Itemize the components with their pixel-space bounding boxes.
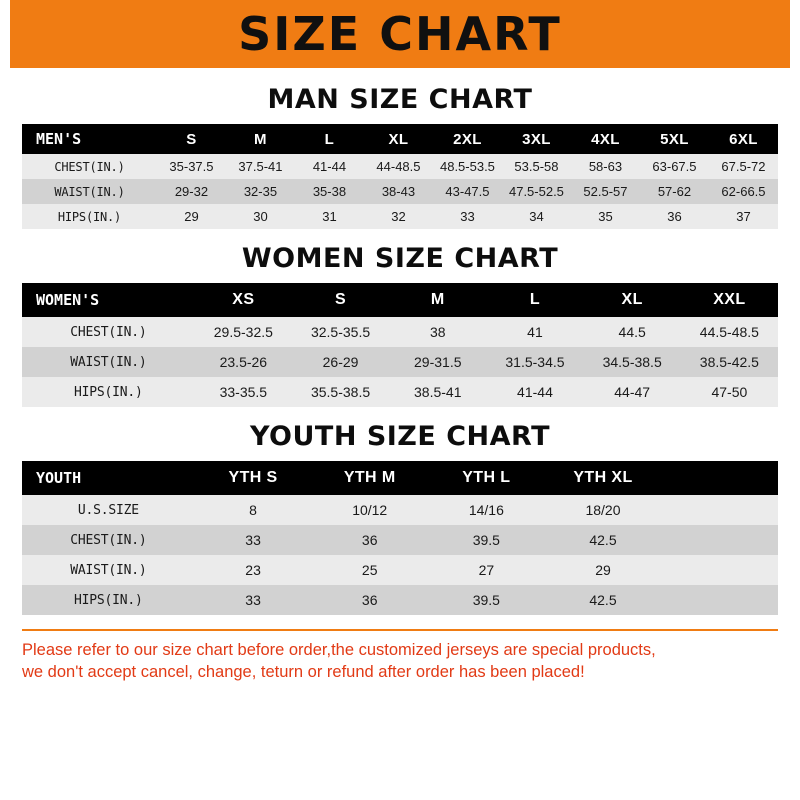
men-row0-c7: 58-63 xyxy=(571,154,640,179)
table-header-row xyxy=(22,124,778,154)
youth-row0-c3: 14/16 xyxy=(428,495,545,525)
table-row xyxy=(22,317,778,347)
men-row0-c8: 63-67.5 xyxy=(640,154,709,179)
women-row1-c6: 38.5-42.5 xyxy=(681,347,778,377)
men-row1-c8: 57-62 xyxy=(640,179,709,204)
youth-header-l: YTH L xyxy=(428,461,545,495)
men-row1-label: WAIST(IN.) xyxy=(22,179,157,204)
women-header-m: M xyxy=(389,283,486,317)
women-row0-c3: 38 xyxy=(389,317,486,347)
youth-row1-c3: 39.5 xyxy=(428,525,545,555)
youth-row1-c1: 33 xyxy=(195,525,312,555)
youth-row2-c5 xyxy=(661,555,778,585)
table-header-row xyxy=(22,283,778,317)
table-row xyxy=(22,495,778,525)
men-header-4xl: 4XL xyxy=(571,124,640,154)
men-row2-c8: 36 xyxy=(640,204,709,229)
youth-row2-c1: 23 xyxy=(195,555,312,585)
men-row2-c9: 37 xyxy=(709,204,778,229)
women-row1-c3: 29-31.5 xyxy=(389,347,486,377)
women-row0-c1: 29.5-32.5 xyxy=(195,317,292,347)
youth-row0-c1: 8 xyxy=(195,495,312,525)
men-row1-c2: 32-35 xyxy=(226,179,295,204)
men-row0-c1: 35-37.5 xyxy=(157,154,226,179)
women-header-l: L xyxy=(486,283,583,317)
men-row0-c3: 41-44 xyxy=(295,154,364,179)
women-row1-c5: 34.5-38.5 xyxy=(584,347,681,377)
men-row1-c6: 47.5-52.5 xyxy=(502,179,571,204)
women-section-title: WOMEN SIZE CHART xyxy=(241,243,559,274)
men-header-s: S xyxy=(157,124,226,154)
women-row2-c5: 44-47 xyxy=(584,377,681,407)
table-row xyxy=(22,525,778,555)
women-header-xl: XL xyxy=(584,283,681,317)
youth-row2-c2: 25 xyxy=(311,555,428,585)
youth-row3-c1: 33 xyxy=(195,585,312,615)
youth-row3-c3: 39.5 xyxy=(428,585,545,615)
men-header-m: M xyxy=(226,124,295,154)
women-row1-c2: 26-29 xyxy=(292,347,389,377)
table-row xyxy=(22,555,778,585)
table-row xyxy=(22,377,778,407)
youth-row0-label: U.S.SIZE xyxy=(22,495,195,525)
content-area xyxy=(0,68,800,800)
women-row1-label: WAIST(IN.) xyxy=(22,347,195,377)
women-row0-c4: 41 xyxy=(486,317,583,347)
banner-right-edge xyxy=(790,0,800,68)
banner-left-edge xyxy=(0,0,10,68)
youth-row1-label: CHEST(IN.) xyxy=(22,525,195,555)
youth-size-table xyxy=(22,461,778,615)
men-row0-c9: 67.5-72 xyxy=(709,154,778,179)
women-row0-c6: 44.5-48.5 xyxy=(681,317,778,347)
women-row2-c6: 47-50 xyxy=(681,377,778,407)
table-header-row xyxy=(22,461,778,495)
women-row2-c4: 41-44 xyxy=(486,377,583,407)
youth-header-s: YTH S xyxy=(195,461,312,495)
youth-section-title: YOUTH SIZE CHART xyxy=(249,421,551,452)
men-row2-label: HIPS(IN.) xyxy=(22,204,157,229)
men-row0-c5: 48.5-53.5 xyxy=(433,154,502,179)
men-size-table xyxy=(22,124,778,229)
table-row xyxy=(22,347,778,377)
women-row1-c1: 23.5-26 xyxy=(195,347,292,377)
youth-row0-c5 xyxy=(661,495,778,525)
men-row2-c2: 30 xyxy=(226,204,295,229)
youth-row2-c4: 29 xyxy=(545,555,662,585)
youth-header-label: YOUTH xyxy=(22,461,195,495)
table-row xyxy=(22,179,778,204)
men-row1-c3: 35-38 xyxy=(295,179,364,204)
women-row2-c3: 38.5-41 xyxy=(389,377,486,407)
men-row2-c5: 33 xyxy=(433,204,502,229)
youth-row2-c3: 27 xyxy=(428,555,545,585)
men-row0-label: CHEST(IN.) xyxy=(22,154,157,179)
youth-row1-c2: 36 xyxy=(311,525,428,555)
women-size-table xyxy=(22,283,778,407)
men-row0-c6: 53.5-58 xyxy=(502,154,571,179)
women-row2-c2: 35.5-38.5 xyxy=(292,377,389,407)
men-section-title: MAN SIZE CHART xyxy=(267,84,533,115)
youth-row3-c5 xyxy=(661,585,778,615)
men-header-2xl: 2XL xyxy=(433,124,502,154)
men-row1-c5: 43-47.5 xyxy=(433,179,502,204)
men-row1-c7: 52.5-57 xyxy=(571,179,640,204)
footer-note xyxy=(22,629,778,684)
youth-row1-c4: 42.5 xyxy=(545,525,662,555)
men-row1-c1: 29-32 xyxy=(157,179,226,204)
women-row2-c1: 33-35.5 xyxy=(195,377,292,407)
youth-row3-c2: 36 xyxy=(311,585,428,615)
youth-header-m: YTH M xyxy=(311,461,428,495)
youth-header-blank xyxy=(661,461,778,495)
table-row xyxy=(22,154,778,179)
men-header-5xl: 5XL xyxy=(640,124,709,154)
men-header-xl: XL xyxy=(364,124,433,154)
men-row2-c6: 34 xyxy=(502,204,571,229)
men-header-6xl: 6XL xyxy=(709,124,778,154)
table-row xyxy=(22,204,778,229)
women-row1-c4: 31.5-34.5 xyxy=(486,347,583,377)
table-row xyxy=(22,585,778,615)
women-header-label: WOMEN'S xyxy=(22,283,195,317)
women-row2-label: HIPS(IN.) xyxy=(22,377,195,407)
youth-row2-label: WAIST(IN.) xyxy=(22,555,195,585)
header-banner xyxy=(0,0,800,68)
page-title: SIZE CHART xyxy=(238,7,562,61)
youth-row3-label: HIPS(IN.) xyxy=(22,585,195,615)
men-row0-c2: 37.5-41 xyxy=(226,154,295,179)
men-row2-c4: 32 xyxy=(364,204,433,229)
footer-note-line1: Please refer to our size chart before order,the customized jerseys are special products, xyxy=(22,641,656,659)
men-row2-c3: 31 xyxy=(295,204,364,229)
women-row0-c5: 44.5 xyxy=(584,317,681,347)
youth-row0-c2: 10/12 xyxy=(311,495,428,525)
men-header-label: MEN'S xyxy=(22,124,157,154)
youth-row0-c4: 18/20 xyxy=(545,495,662,525)
women-header-s: S xyxy=(292,283,389,317)
women-row0-c2: 32.5-35.5 xyxy=(292,317,389,347)
women-row0-label: CHEST(IN.) xyxy=(22,317,195,347)
women-header-xs: XS xyxy=(195,283,292,317)
men-row0-c4: 44-48.5 xyxy=(364,154,433,179)
youth-row3-c4: 42.5 xyxy=(545,585,662,615)
men-row2-c1: 29 xyxy=(157,204,226,229)
youth-row1-c5 xyxy=(661,525,778,555)
youth-header-xl: YTH XL xyxy=(545,461,662,495)
women-header-xxl: XXL xyxy=(681,283,778,317)
men-header-3xl: 3XL xyxy=(502,124,571,154)
men-row1-c9: 62-66.5 xyxy=(709,179,778,204)
footer-note-line2: we don't accept cancel, change, teturn or refund after order has been placed! xyxy=(22,663,585,682)
men-row2-c7: 35 xyxy=(571,204,640,229)
men-row1-c4: 38-43 xyxy=(364,179,433,204)
men-header-l: L xyxy=(295,124,364,154)
